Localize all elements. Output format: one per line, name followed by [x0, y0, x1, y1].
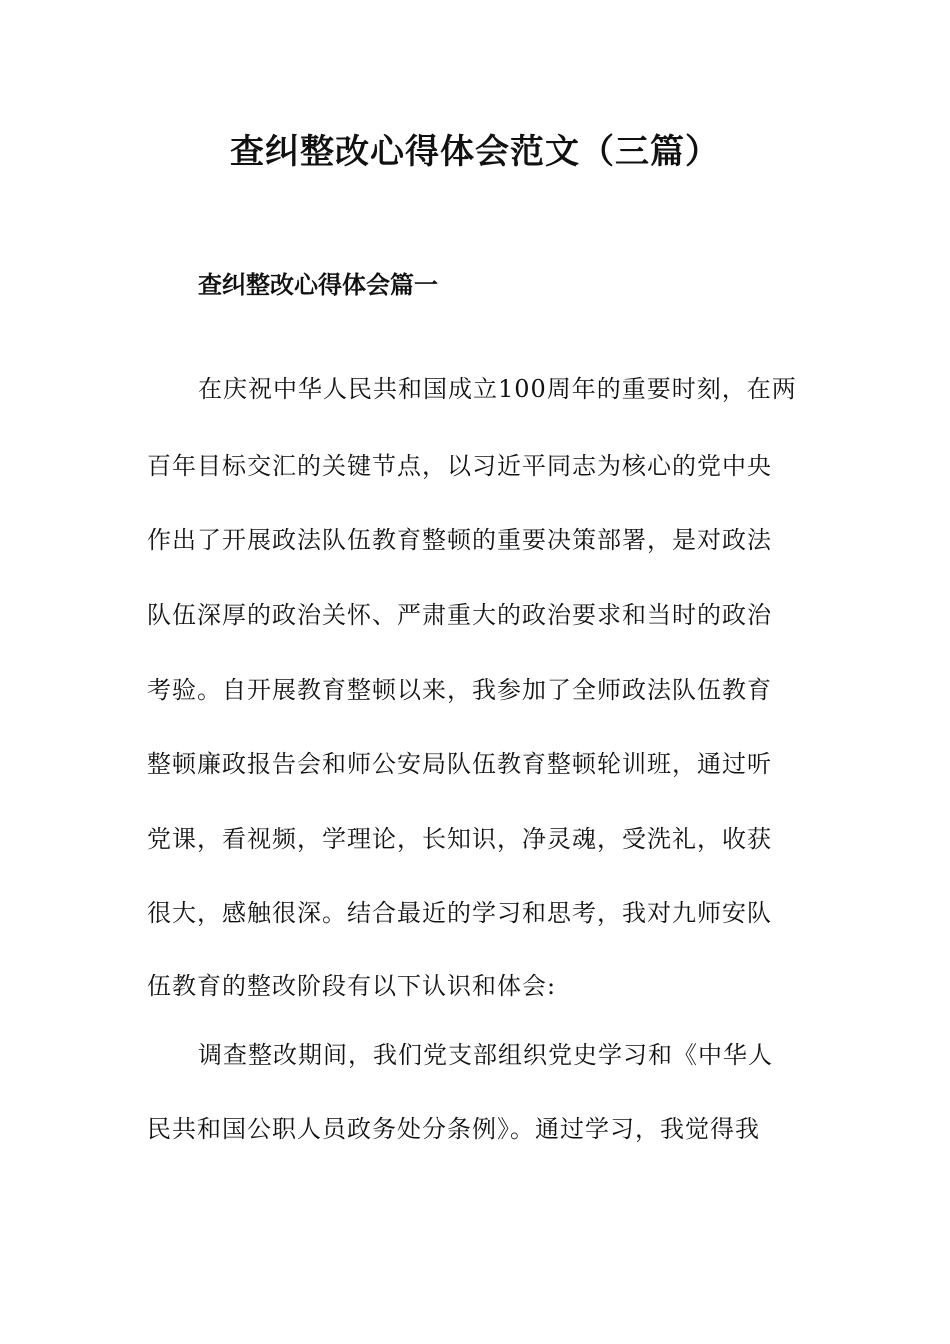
paragraph-line: 民共和国公职人员政务处分条例》。通过学习，我觉得我: [147, 1115, 760, 1143]
section-heading: 查纠整改心得体会篇一: [198, 271, 438, 299]
paragraph-line: 整顿廉政报告会和师公安局队伍教育整顿轮训班，通过听: [147, 750, 772, 778]
paragraph-line: 伍教育的整改阶段有以下认识和体会:: [147, 972, 557, 1000]
paragraph-line: 队伍深厚的政治关怀、严肃重大的政治要求和当时的政治: [147, 601, 772, 629]
paragraph-line: 百年目标交汇的关键节点，以习近平同志为核心的党中央: [147, 452, 772, 480]
paragraph-line: 作出了开展政法队伍教育整顿的重要决策部署，是对政法: [147, 526, 772, 554]
paragraph-line: 考验。自开展教育整顿以来，我参加了全师政法队伍教育: [147, 676, 772, 704]
paragraph-line: 在庆祝中华人民共和国成立100周年的重要时刻，在两: [198, 375, 797, 403]
paragraph-line: 党课，看视频，学理论，长知识，净灵魂，受洗礼，收获: [147, 825, 772, 853]
paragraph-line: 很大，感触很深。结合最近的学习和思考，我对九师安队: [147, 899, 772, 927]
paragraph-line: 调查整改期间，我们党支部组织党史学习和《中华人: [198, 1041, 773, 1069]
document-title: 查纠整改心得体会范文（三篇）: [230, 132, 720, 172]
